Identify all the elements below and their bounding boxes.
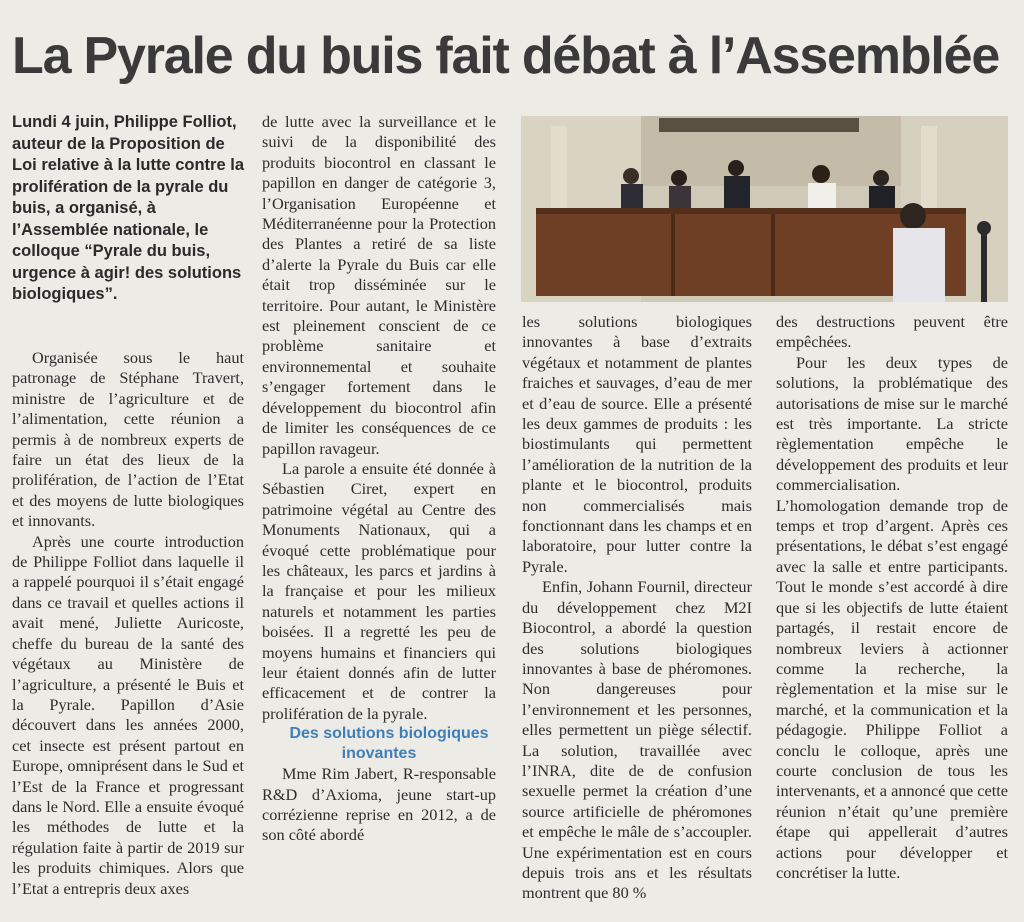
paragraph: Après une courte introduction de Philippe Folliot dans laquelle il a rappelé pourquoi il s’était engagé dans ce travail et quelles actions il avait mené, Juliette Auricoste, cheffe du bureau de la santé des végétaux au Ministère de l’agriculture, a présenté le Buis et la Pyrale. Papillon d’Asie découvert dans les années 2000, cet insecte est présent partout en Europe, omniprésent dans le Sud et l’Est de la France et progressant dans le Nord. Elle a ensuite évoqué les méthodes de lutte et la régulation faite à partir de 2019 sur les produits chimiques. Alors que l’Etat a entrepris deux axes — [12, 531, 244, 898]
column-2 — [262, 112, 496, 846]
colloquium-photo — [521, 116, 1008, 302]
paragraph: Enfin, Johann Fournil, directeur du développement chez M2I Biocontrol, a abordé la question des solutions biologiques innovantes à base de phéromones. Non dangereuses pour l’environnement et les personnes, elles permettent un piège sélectif. La solution, travaillée avec l’INRA, dite de de confusion sexuelle permet la création d’une source artificielle de phéromones et empêche le mâle de s’accoupler. Une expérimentation est en cours depuis trois ans et les résultats montrent que 80 % — [522, 577, 752, 903]
lead-paragraph: Lundi 4 juin, Philippe Folliot, auteur de la Proposition de Loi relative à la lutte contre la prolifération de la pyrale du buis, a organisé, à l’Assemblée nationale, le colloque “Pyrale du buis, urgence à agir! des solutions biologiques”. — [12, 113, 244, 303]
paragraph: Mme Rim Jabert, R-responsable R&D d’Axioma, jeune start-up corrézienne reprise en 2012, a de son côté abordé — [262, 764, 496, 845]
paragraph: les solutions biologiques innovantes à base d’extraits végétaux et notamment de plantes fraiches et sauvages, d’eau de mer et d’eau de source. Elle a présenté les deux gammes de produits : les biostimulants qui permettent l’amélioration de la nutrition de la plante et le biocontrol, produits non commercialisés mais fonctionnant dans les champs et en laboratoire, pour lutter contre la Pyrale. — [522, 312, 752, 576]
paragraph: La parole a ensuite été donnée à Sébastien Ciret, expert en patrimoine végétal au Centre des Monuments Nationaux, qui a évoqué cette problématique pour les châteaux, les parcs et jardins à la française et pour les milieux naturels et notamment les parties boisées. Il a regretté les peu de moyens humains et financiers qui leur étaient donnés afin de lutter efficacement et de contrer la prolifération de la pyrale. — [262, 458, 496, 723]
column-4 — [776, 312, 1008, 883]
headline: La Pyrale du buis fait débat à l’Assemblée — [12, 27, 1000, 85]
column-1 — [12, 348, 244, 899]
section-subheading: Des solutions biologiques inovantes — [289, 725, 489, 763]
paragraph: des destructions peuvent être empêchées. — [776, 312, 1008, 352]
paragraph: de lutte avec la surveillance et le suivi de la disponibilité des produits biocontrol en classant le papillon en danger de catégorie 3, l’Organisation Européenne et Méditerranéenne pour la Protection des Plantes a retiré de sa liste d’alerte la Pyrale du Buis car elle était trop disséminée sur le territoire. Pour autant, le Ministère est pleinement conscient de ce problème sanitaire et environnemental et souhaite s’engager fortement dans le développement du biocontrol afin de limiter les conséquences de ce papillon ravageur. — [262, 112, 496, 458]
column-3 — [522, 312, 752, 904]
paragraph: Organisée sous le haut patronage de Stéphane Travert, ministre de l’agriculture et de l’alimentation, cette réunion a permis à de nombreux experts de faire un état des lieux de la prolifération, de l’action de l’Etat et des moyens de lutte biologiques et innovants. — [12, 348, 244, 531]
paragraph: Pour les deux types de solutions, la problématique des autorisations de mise sur le marché est très importante. La stricte règlementation empêche le développement des produits et leur commercialisation. L’homologation demande trop de temps et trop d’argent. Après ces présentations, le débat s’est engagé avec la salle et entre participants. Tout le monde s’est accordé à dire que si les objectifs de lutte étaient partagés, il restait encore de nombreux leviers à actionner comme la recherche, la règlementation et la mise sur le marché, et la communication et la pédagogie. Philippe Folliot a conclu le colloque, après une courte conclusion de tous les intervenants, et a annoncé que cette réunion n’était qu’une première étape qui appellerait d’autres actions pour développer et concrétiser la lutte. — [776, 352, 1008, 882]
